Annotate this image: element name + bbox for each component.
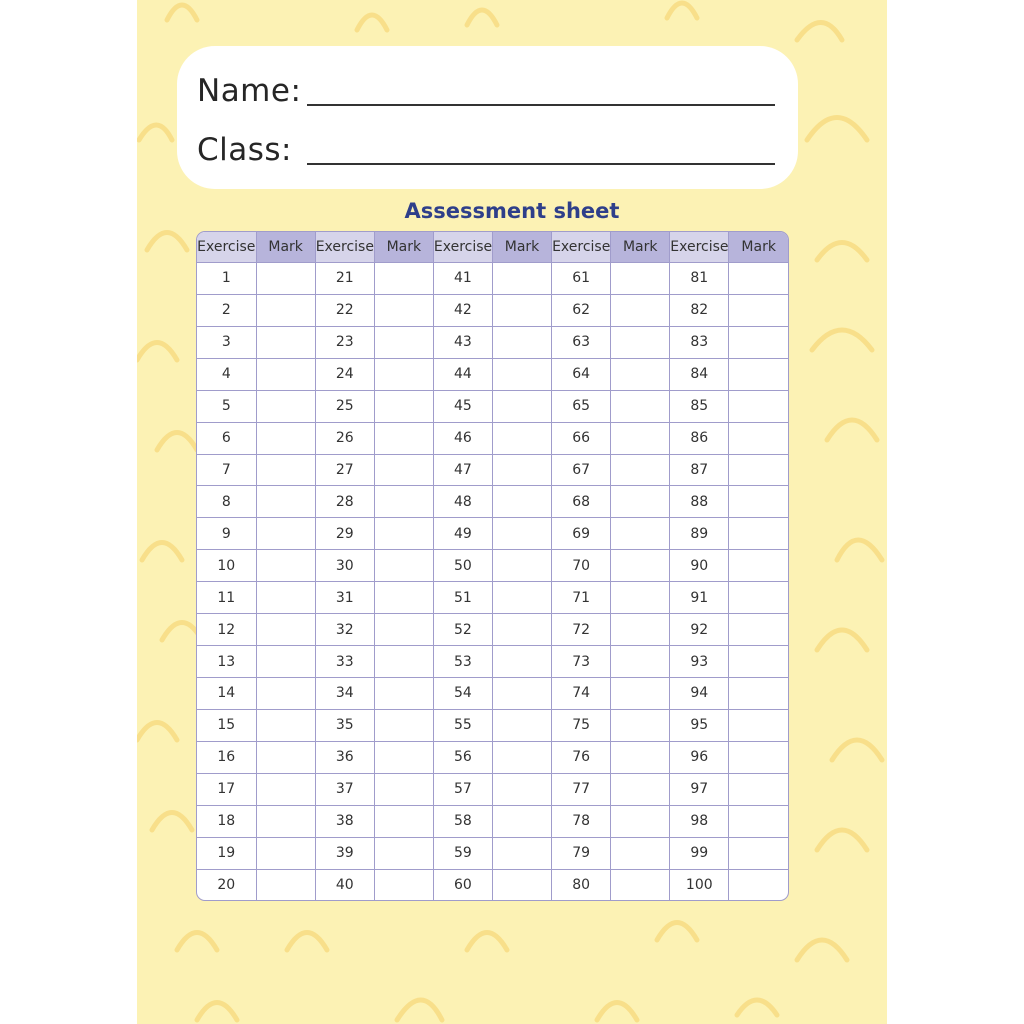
mark-cell[interactable] <box>492 773 551 805</box>
mark-cell[interactable] <box>374 677 433 709</box>
mark-cell[interactable] <box>729 869 788 900</box>
mark-cell[interactable] <box>492 550 551 582</box>
exercise-number-cell: 90 <box>670 550 729 582</box>
exercise-number-cell: 55 <box>433 709 492 741</box>
mark-cell[interactable] <box>729 709 788 741</box>
exercise-number-cell: 42 <box>433 294 492 326</box>
exercise-number-cell: 29 <box>315 518 374 550</box>
table-row <box>197 709 788 741</box>
exercise-number-cell: 1 <box>197 263 256 295</box>
mark-cell[interactable] <box>374 263 433 295</box>
table-row <box>197 518 788 550</box>
mark-cell[interactable] <box>492 582 551 614</box>
mark-cell[interactable] <box>611 582 670 614</box>
mark-cell[interactable] <box>256 677 315 709</box>
exercise-number-cell: 52 <box>433 614 492 646</box>
exercise-number-cell: 57 <box>433 773 492 805</box>
exercise-number-cell: 19 <box>197 837 256 869</box>
mark-cell[interactable] <box>374 614 433 646</box>
name-label: Name: <box>197 73 302 109</box>
exercise-header: Exercise <box>670 232 729 263</box>
mark-cell[interactable] <box>729 582 788 614</box>
exercise-number-cell: 65 <box>552 390 611 422</box>
mark-cell[interactable] <box>611 454 670 486</box>
mark-cell[interactable] <box>729 326 788 358</box>
mark-cell[interactable] <box>256 326 315 358</box>
mark-cell[interactable] <box>374 294 433 326</box>
exercise-number-cell: 76 <box>552 741 611 773</box>
mark-cell[interactable] <box>256 773 315 805</box>
mark-cell[interactable] <box>256 518 315 550</box>
mark-cell[interactable] <box>374 582 433 614</box>
exercise-number-cell: 59 <box>433 837 492 869</box>
exercise-number-cell: 95 <box>670 709 729 741</box>
mark-cell[interactable] <box>492 263 551 295</box>
exercise-number-cell: 85 <box>670 390 729 422</box>
exercise-number-cell: 13 <box>197 646 256 678</box>
exercise-number-cell: 75 <box>552 709 611 741</box>
exercise-number-cell: 78 <box>552 805 611 837</box>
mark-cell[interactable] <box>729 518 788 550</box>
exercise-number-cell: 49 <box>433 518 492 550</box>
mark-cell[interactable] <box>492 358 551 390</box>
exercise-number-cell: 24 <box>315 358 374 390</box>
mark-cell[interactable] <box>492 326 551 358</box>
exercise-number-cell: 56 <box>433 741 492 773</box>
exercise-number-cell: 20 <box>197 869 256 900</box>
exercise-number-cell: 68 <box>552 486 611 518</box>
exercise-number-cell: 15 <box>197 709 256 741</box>
exercise-number-cell: 4 <box>197 358 256 390</box>
exercise-number-cell: 98 <box>670 805 729 837</box>
mark-cell[interactable] <box>374 358 433 390</box>
exercise-number-cell: 27 <box>315 454 374 486</box>
exercise-number-cell: 93 <box>670 646 729 678</box>
exercise-number-cell: 38 <box>315 805 374 837</box>
mark-cell[interactable] <box>729 646 788 678</box>
exercise-header: Exercise <box>552 232 611 263</box>
table-row <box>197 486 788 518</box>
mark-cell[interactable] <box>492 741 551 773</box>
mark-cell[interactable] <box>729 550 788 582</box>
mark-header: Mark <box>374 232 433 263</box>
mark-cell[interactable] <box>611 741 670 773</box>
exercise-number-cell: 16 <box>197 741 256 773</box>
exercise-number-cell: 2 <box>197 294 256 326</box>
mark-cell[interactable] <box>729 263 788 295</box>
exercise-number-cell: 31 <box>315 582 374 614</box>
mark-cell[interactable] <box>729 677 788 709</box>
class-label: Class: <box>197 132 293 168</box>
mark-cell[interactable] <box>611 390 670 422</box>
exercise-number-cell: 72 <box>552 614 611 646</box>
mark-cell[interactable] <box>492 614 551 646</box>
table-row <box>197 582 788 614</box>
mark-cell[interactable] <box>492 869 551 900</box>
exercise-number-cell: 79 <box>552 837 611 869</box>
exercise-number-cell: 26 <box>315 422 374 454</box>
exercise-number-cell: 61 <box>552 263 611 295</box>
table-row <box>197 805 788 837</box>
mark-cell[interactable] <box>729 741 788 773</box>
mark-cell[interactable] <box>729 486 788 518</box>
table-row <box>197 741 788 773</box>
mark-cell[interactable] <box>611 646 670 678</box>
exercise-number-cell: 21 <box>315 263 374 295</box>
exercise-number-cell: 89 <box>670 518 729 550</box>
mark-cell[interactable] <box>256 263 315 295</box>
mark-cell[interactable] <box>256 837 315 869</box>
exercise-number-cell: 39 <box>315 837 374 869</box>
exercise-header: Exercise <box>315 232 374 263</box>
table-row <box>197 677 788 709</box>
table-row <box>197 550 788 582</box>
exercise-number-cell: 87 <box>670 454 729 486</box>
mark-cell[interactable] <box>374 422 433 454</box>
exercise-number-cell: 37 <box>315 773 374 805</box>
exercise-number-cell: 22 <box>315 294 374 326</box>
mark-header: Mark <box>492 232 551 263</box>
mark-cell[interactable] <box>729 422 788 454</box>
mark-cell[interactable] <box>374 837 433 869</box>
exercise-number-cell: 23 <box>315 326 374 358</box>
mark-cell[interactable] <box>374 390 433 422</box>
exercise-number-cell: 91 <box>670 582 729 614</box>
exercise-number-cell: 63 <box>552 326 611 358</box>
mark-cell[interactable] <box>492 677 551 709</box>
mark-cell[interactable] <box>729 358 788 390</box>
mark-cell[interactable] <box>374 869 433 900</box>
mark-cell[interactable] <box>729 773 788 805</box>
mark-cell[interactable] <box>729 614 788 646</box>
table-row <box>197 837 788 869</box>
exercise-number-cell: 86 <box>670 422 729 454</box>
exercise-number-cell: 9 <box>197 518 256 550</box>
exercise-number-cell: 97 <box>670 773 729 805</box>
mark-cell[interactable] <box>611 677 670 709</box>
mark-cell[interactable] <box>611 837 670 869</box>
mark-cell[interactable] <box>611 869 670 900</box>
exercise-number-cell: 47 <box>433 454 492 486</box>
table-row <box>197 646 788 678</box>
mark-cell[interactable] <box>611 773 670 805</box>
mark-cell[interactable] <box>492 486 551 518</box>
mark-cell[interactable] <box>492 805 551 837</box>
mark-cell[interactable] <box>374 805 433 837</box>
mark-cell[interactable] <box>729 454 788 486</box>
exercise-number-cell: 25 <box>315 390 374 422</box>
mark-cell[interactable] <box>256 486 315 518</box>
table-body <box>197 263 788 901</box>
student-info-card <box>177 46 798 189</box>
mark-cell[interactable] <box>374 773 433 805</box>
table-row <box>197 358 788 390</box>
exercise-number-cell: 45 <box>433 390 492 422</box>
exercise-number-cell: 5 <box>197 390 256 422</box>
exercise-number-cell: 69 <box>552 518 611 550</box>
mark-cell[interactable] <box>256 614 315 646</box>
mark-cell[interactable] <box>256 646 315 678</box>
exercise-number-cell: 92 <box>670 614 729 646</box>
exercise-number-cell: 11 <box>197 582 256 614</box>
table-header-row <box>197 232 788 263</box>
table-row <box>197 263 788 295</box>
mark-cell[interactable] <box>611 709 670 741</box>
exercise-number-cell: 12 <box>197 614 256 646</box>
exercise-number-cell: 66 <box>552 422 611 454</box>
exercise-number-cell: 84 <box>670 358 729 390</box>
mark-cell[interactable] <box>611 805 670 837</box>
exercise-number-cell: 62 <box>552 294 611 326</box>
table-row <box>197 614 788 646</box>
mark-cell[interactable] <box>611 486 670 518</box>
exercise-number-cell: 67 <box>552 454 611 486</box>
table-row <box>197 422 788 454</box>
exercise-number-cell: 71 <box>552 582 611 614</box>
mark-cell[interactable] <box>256 294 315 326</box>
mark-cell[interactable] <box>492 709 551 741</box>
exercise-number-cell: 88 <box>670 486 729 518</box>
mark-cell[interactable] <box>256 869 315 900</box>
mark-cell[interactable] <box>374 454 433 486</box>
mark-cell[interactable] <box>256 550 315 582</box>
exercise-number-cell: 53 <box>433 646 492 678</box>
mark-cell[interactable] <box>374 709 433 741</box>
mark-cell[interactable] <box>374 486 433 518</box>
exercise-number-cell: 17 <box>197 773 256 805</box>
mark-cell[interactable] <box>256 454 315 486</box>
table-row <box>197 294 788 326</box>
table-row <box>197 773 788 805</box>
mark-cell[interactable] <box>256 422 315 454</box>
exercise-number-cell: 77 <box>552 773 611 805</box>
mark-cell[interactable] <box>374 518 433 550</box>
mark-cell[interactable] <box>374 326 433 358</box>
exercise-number-cell: 58 <box>433 805 492 837</box>
exercise-number-cell: 34 <box>315 677 374 709</box>
exercise-number-cell: 81 <box>670 263 729 295</box>
exercise-number-cell: 14 <box>197 677 256 709</box>
mark-cell[interactable] <box>729 294 788 326</box>
mark-cell[interactable] <box>256 390 315 422</box>
mark-cell[interactable] <box>729 390 788 422</box>
exercise-number-cell: 33 <box>315 646 374 678</box>
exercise-number-cell: 50 <box>433 550 492 582</box>
exercise-number-cell: 35 <box>315 709 374 741</box>
mark-cell[interactable] <box>256 741 315 773</box>
mark-cell[interactable] <box>611 263 670 295</box>
exercise-number-cell: 6 <box>197 422 256 454</box>
mark-cell[interactable] <box>256 709 315 741</box>
exercise-number-cell: 18 <box>197 805 256 837</box>
mark-cell[interactable] <box>611 614 670 646</box>
exercise-number-cell: 80 <box>552 869 611 900</box>
mark-cell[interactable] <box>374 741 433 773</box>
exercise-number-cell: 70 <box>552 550 611 582</box>
mark-header: Mark <box>611 232 670 263</box>
mark-cell[interactable] <box>611 358 670 390</box>
mark-cell[interactable] <box>492 646 551 678</box>
exercise-number-cell: 60 <box>433 869 492 900</box>
mark-cell[interactable] <box>611 422 670 454</box>
exercise-number-cell: 73 <box>552 646 611 678</box>
table-row <box>197 326 788 358</box>
exercise-number-cell: 99 <box>670 837 729 869</box>
mark-cell[interactable] <box>611 550 670 582</box>
mark-cell[interactable] <box>374 646 433 678</box>
exercise-number-cell: 36 <box>315 741 374 773</box>
mark-cell[interactable] <box>611 294 670 326</box>
exercise-number-cell: 43 <box>433 326 492 358</box>
mark-cell[interactable] <box>492 390 551 422</box>
mark-cell[interactable] <box>729 837 788 869</box>
mark-cell[interactable] <box>492 422 551 454</box>
exercise-number-cell: 32 <box>315 614 374 646</box>
exercise-number-cell: 48 <box>433 486 492 518</box>
exercise-number-cell: 44 <box>433 358 492 390</box>
exercise-number-cell: 8 <box>197 486 256 518</box>
exercise-number-cell: 40 <box>315 869 374 900</box>
exercise-header: Exercise <box>433 232 492 263</box>
mark-cell[interactable] <box>256 358 315 390</box>
page-title: Assessment sheet <box>404 199 620 223</box>
exercise-number-cell: 28 <box>315 486 374 518</box>
exercise-number-cell: 46 <box>433 422 492 454</box>
exercise-number-cell: 64 <box>552 358 611 390</box>
exercise-number-cell: 82 <box>670 294 729 326</box>
exercise-number-cell: 7 <box>197 454 256 486</box>
table-row <box>197 454 788 486</box>
exercise-header: Exercise <box>197 232 256 263</box>
exercise-number-cell: 51 <box>433 582 492 614</box>
mark-cell[interactable] <box>492 518 551 550</box>
mark-header: Mark <box>256 232 315 263</box>
mark-cell[interactable] <box>492 294 551 326</box>
exercise-number-cell: 54 <box>433 677 492 709</box>
assessment-table <box>196 231 789 901</box>
mark-cell[interactable] <box>256 805 315 837</box>
mark-cell[interactable] <box>492 454 551 486</box>
mark-cell[interactable] <box>492 837 551 869</box>
exercise-number-cell: 96 <box>670 741 729 773</box>
table-row <box>197 869 788 900</box>
exercise-number-cell: 41 <box>433 263 492 295</box>
mark-cell[interactable] <box>729 805 788 837</box>
mark-cell[interactable] <box>374 550 433 582</box>
exercise-number-cell: 3 <box>197 326 256 358</box>
mark-cell[interactable] <box>611 326 670 358</box>
mark-cell[interactable] <box>611 518 670 550</box>
exercise-number-cell: 10 <box>197 550 256 582</box>
mark-header: Mark <box>729 232 788 263</box>
mark-cell[interactable] <box>256 582 315 614</box>
exercise-number-cell: 30 <box>315 550 374 582</box>
exercise-number-cell: 100 <box>670 869 729 900</box>
exercise-number-cell: 83 <box>670 326 729 358</box>
exercise-number-cell: 94 <box>670 677 729 709</box>
exercise-number-cell: 74 <box>552 677 611 709</box>
name-field[interactable] <box>307 104 775 106</box>
class-field[interactable] <box>307 163 775 165</box>
table-row <box>197 390 788 422</box>
